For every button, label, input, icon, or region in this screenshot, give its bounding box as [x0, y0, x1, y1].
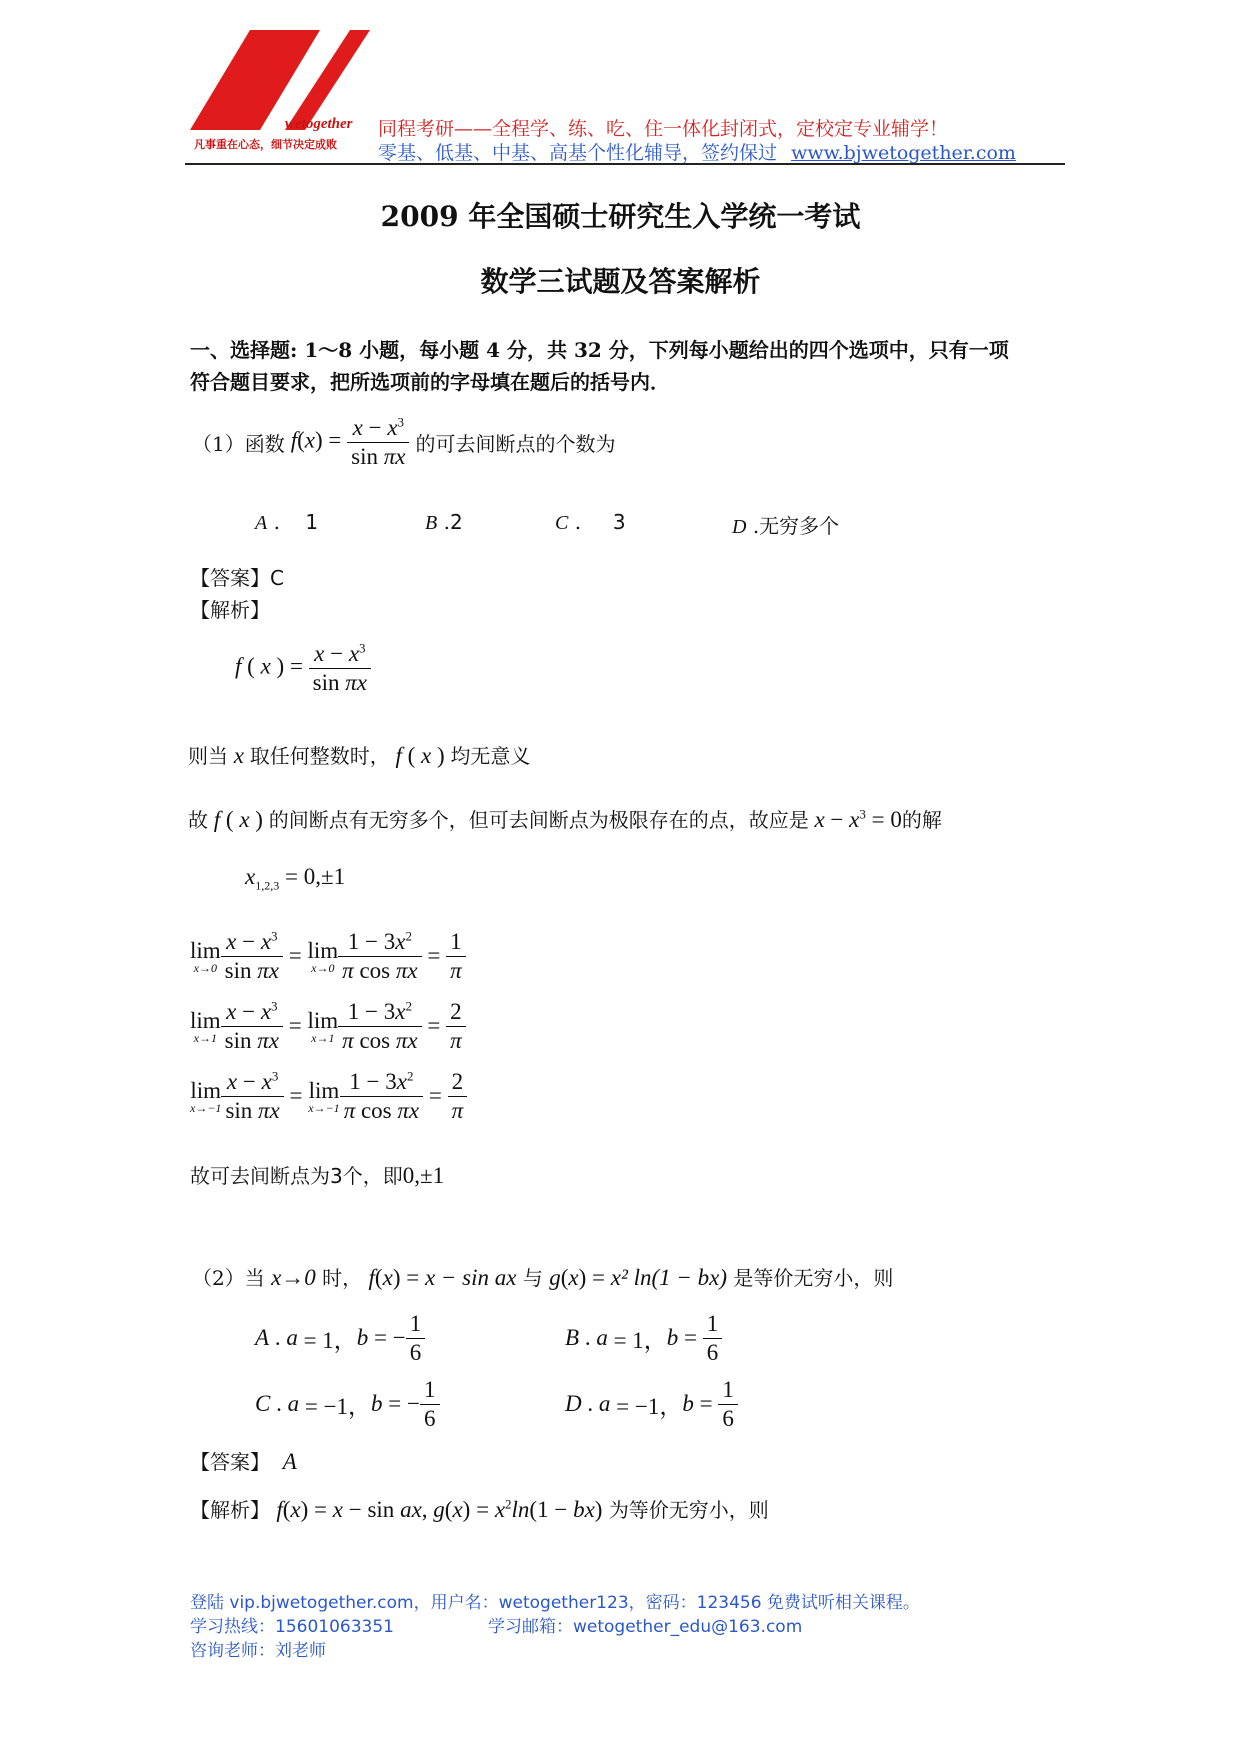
- page-subtitle: 数学三试题及答案解析: [480, 265, 761, 298]
- q1-answer: 【答案】C: [190, 566, 284, 590]
- header-line1: 同程考研——全程学、练、吃、住一体化封闭式，定校定专业辅学！: [378, 118, 949, 140]
- q1-limit-row-1: lim x→0 $\frac{x - x^3}{\text{sin πx}}$ = lim x→0 $\frac{1 - 3x^2}{\text{π cos πx}}$ = $\frac{1}{\pi}$: [190, 928, 466, 984]
- q1-limit-row-2: lim x→1 $\frac{x - x^3}{\text{sin πx}}$ = lim x→1 $\frac{1 - 3x^2}{\text{π cos πx}}$ = $\frac{2}{\pi}$: [190, 998, 466, 1054]
- q1-conclusion: 故可去间断点为3个，即0,±1: [190, 1163, 445, 1188]
- q2-option-b[interactable]: B . a = 1， b = $\frac{1}{6}$: [565, 1310, 722, 1366]
- q1-limit-row-3: lim x→−1 $\frac{x - x^3}{\text{sin πx}}$ = lim x→−1 $\frac{1 - 3x^2}{\text{π cos πx}}$ = $\frac{2}{\pi}$: [190, 1068, 467, 1124]
- q1-analysis-function: f ( x ) = $\frac{x - x^3}{\text{sin πx}}$: [235, 640, 371, 696]
- q1-suffix: 的可去间断点的个数为: [415, 431, 616, 456]
- section-intro-line1: 一、选择题: 1～8 小题，每小题 4 分，共 32 分，下列每小题给出的四个选项中，只有一项: [190, 338, 1009, 362]
- q2-option-a[interactable]: A . a = 1， b = − $\frac{1}{6}$: [255, 1310, 425, 1366]
- q1-option-b[interactable]: B .2: [425, 510, 463, 534]
- header-divider: [185, 163, 1065, 165]
- q2-option-d[interactable]: D . a = −1， b = $\frac{1}{6}$: [565, 1376, 738, 1432]
- q2-statement: （2）当 x→0 时， f(x) = x − sin ax 与 g(x) = x² ln(1 − bx) 是等价无穷小，则: [192, 1265, 894, 1290]
- q1-option-a[interactable]: A . 1: [255, 510, 319, 534]
- header-line2: [378, 138, 1016, 165]
- header-website-link[interactable]: www.bjwetogether.com: [791, 142, 1016, 164]
- q1-text1: 则当 x 取任何整数时， f ( x ) 均无意义: [188, 743, 531, 768]
- header-line2-text: 零基、低基、中基、高基个性化辅导，签约保过: [378, 142, 778, 164]
- section-intro-line2: 符合题目要求，把所选项前的字母填在题后的括号内．: [190, 370, 670, 394]
- q1-statement: [192, 414, 615, 470]
- q1-option-c[interactable]: C . 3: [555, 510, 626, 534]
- page-title: 2009 年全国硕士研究生入学统一考试: [380, 200, 861, 233]
- logo: [190, 30, 370, 158]
- q2-option-c[interactable]: C . a = −1， b = − $\frac{1}{6}$: [255, 1376, 440, 1432]
- footer-teacher: 咨询老师：刘老师: [190, 1641, 326, 1661]
- q1-analysis-label: 【解析】: [190, 598, 270, 622]
- q1-function: f(x) = $\frac{x - x^3}{\text{sin πx}}$: [291, 414, 410, 470]
- q2-analysis: 【解析】 f(x) = x − sin ax, $g(x) = x^2\ln(1 - bx)$ 为等价无穷小，则: [190, 1496, 769, 1522]
- logo-slogan: 凡事重在心态，细节决定成败: [194, 139, 337, 151]
- footer-line1: 登陆 vip.bjwetogether.com，用户名：wetogether123，密码：123456 免费试听相关课程。: [190, 1593, 920, 1613]
- q1-text2: 故 f ( x ) 的间断点有无穷多个，但可去间断点为极限存在的点，故应是 $x - x^3 = 0$的解: [188, 806, 942, 832]
- footer-email: 学习邮箱：wetogether_edu@163.com: [488, 1617, 803, 1637]
- q1-label: （1）函数: [192, 431, 285, 456]
- q1-option-d[interactable]: D .无穷多个: [732, 514, 840, 538]
- footer-hotline: 学习热线：15601063351: [190, 1617, 394, 1637]
- logo-word: wetogether: [285, 116, 353, 132]
- q1-solutions: $x_{1,2,3} = 0,\pm 1$: [245, 864, 346, 893]
- q2-answer: 【答案】 A: [190, 1449, 297, 1474]
